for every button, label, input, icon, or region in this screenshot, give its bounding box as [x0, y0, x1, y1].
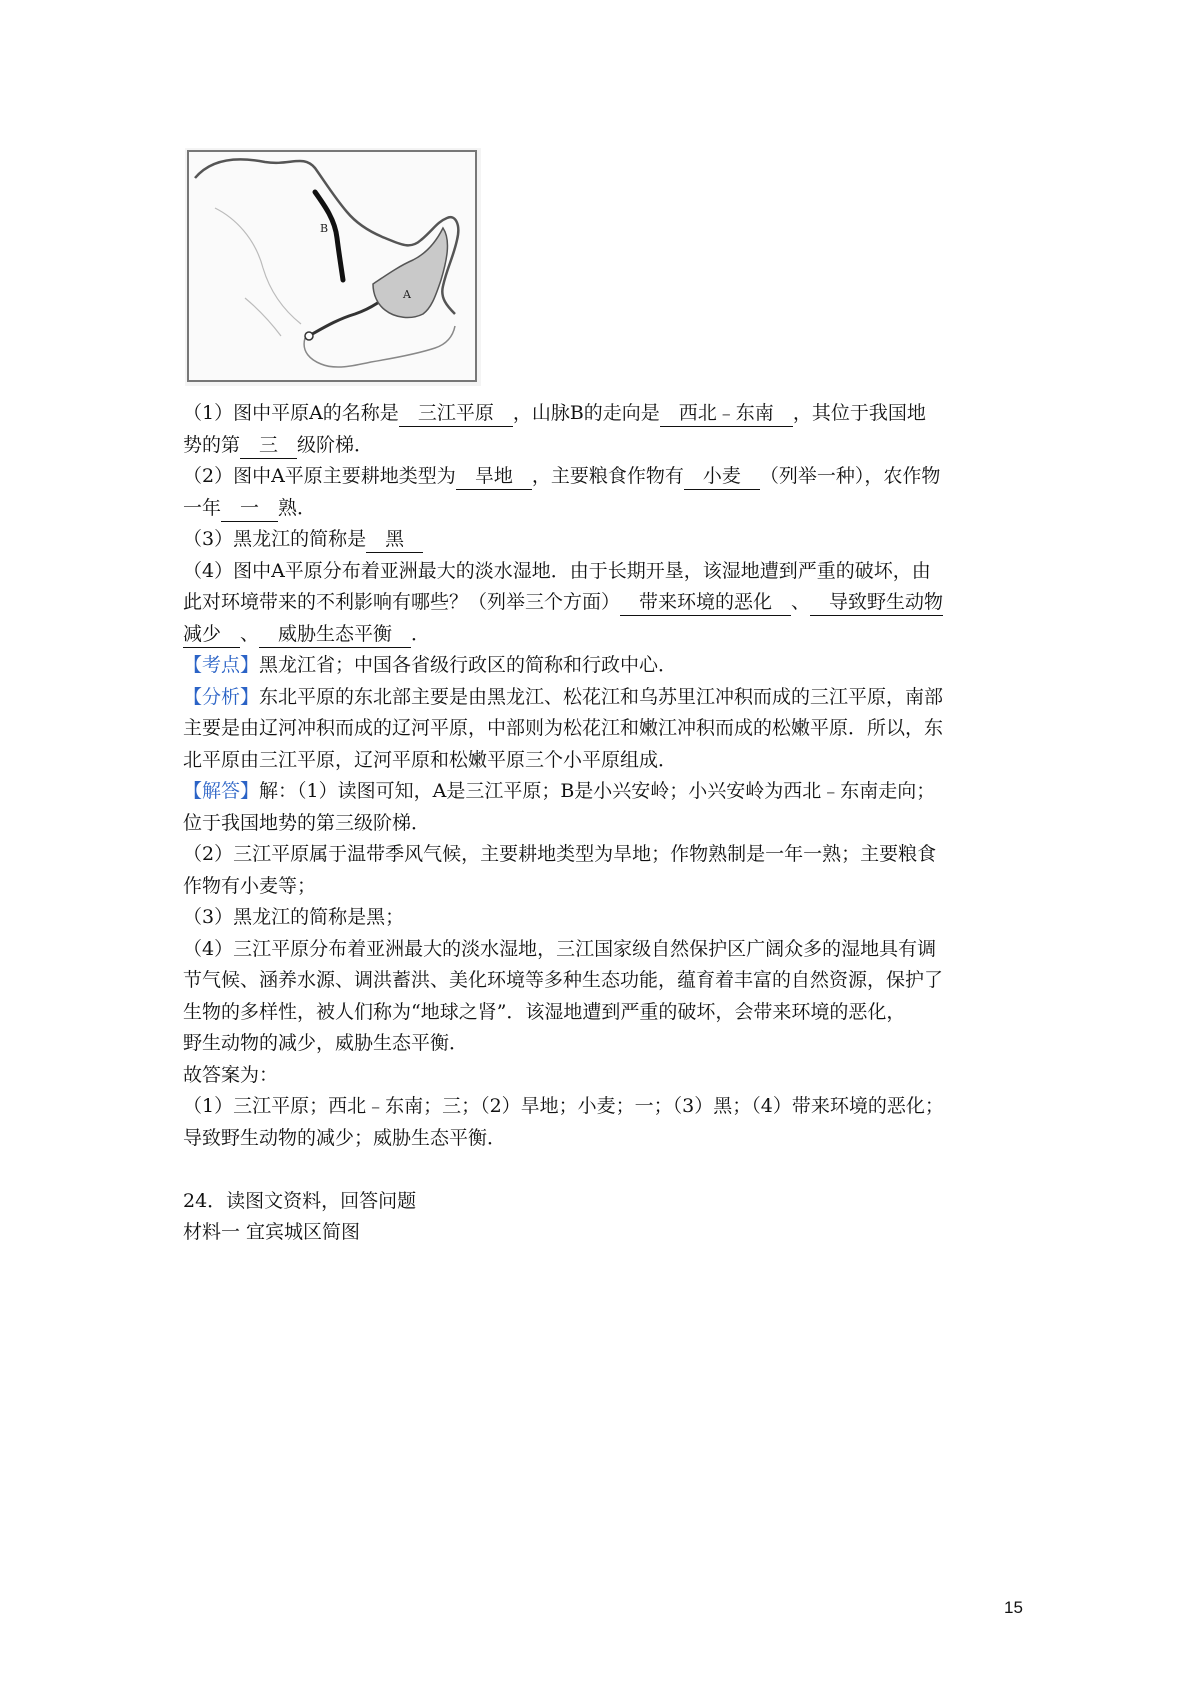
q2-line-2: 一年 一 熟．: [183, 493, 1033, 525]
page-number: 15: [1004, 1598, 1023, 1617]
q1-line-2: 势的第 三 级阶梯．: [183, 430, 1033, 462]
q1-answer-1: 三江平原: [399, 400, 513, 427]
jieda-line-10: 故答案为：: [183, 1063, 279, 1086]
jieda-line-4: 作物有小麦等；: [183, 874, 317, 897]
kaodian-tag: 【考点】: [183, 654, 260, 676]
q4-line-3: 减少 、 威胁生态平衡 ．: [183, 619, 1033, 651]
q1-answer-2: 西北﹣东南: [660, 400, 793, 427]
fenxi-line-3: 北平原由三江平原，辽河平原和松嫩平原三个小平原组成．: [183, 748, 678, 771]
jieda-line-8: 生物的多样性，被人们称为“地球之肾”．该湿地遭到严重的破坏，会带来环境的恶化，: [183, 1000, 906, 1023]
jieda-line-9: 野生动物的减少，威胁生态平衡．: [183, 1032, 469, 1054]
jieda-line-1: 【解答】解：（1）读图可知，A是三江平原；B是小兴安岭；小兴安岭为西北﹣东南走向；: [183, 780, 936, 802]
spacer: [183, 1154, 1033, 1186]
q24-material: 材料一 宜宾城区简图: [183, 1221, 361, 1243]
q2-answer-3: 一: [221, 495, 278, 522]
q1-line-1: （1）图中平原A的名称是 三江平原 ，山脉B的走向是 西北﹣东南 ，其位于我国地: [183, 398, 1033, 430]
fenxi-tag: 【分析】: [183, 685, 260, 708]
jieda-line-7: 节气候、涵养水源、调洪蓄洪、美化环境等多种生态功能，蕴育着丰富的自然资源，保护了: [183, 969, 944, 991]
q4-answer-3: 威胁生态平衡: [259, 621, 411, 648]
map-label-b: B: [320, 222, 329, 235]
q2-answer-1: 旱地: [456, 463, 532, 490]
jieda-line-2: 位于我国地势的第三级阶梯．: [183, 811, 431, 834]
jieda-line-3: （2）三江平原属于温带季风气候，主要耕地类型为旱地；作物熟制是一年一熟；主要粮食: [183, 843, 937, 865]
fenxi-line-1: 【分析】东北平原的东北部主要是由黑龙江、松花江和乌苏里江冲积而成的三江平原，南部: [183, 685, 944, 708]
jieda-line-11: （1）三江平原；西北﹣东南；三；（2）旱地；小麦；一；（3）黑；（4）带来环境的恶化；: [183, 1095, 944, 1117]
q4-answer-1: 带来环境的恶化: [620, 589, 791, 616]
jieda-line-12: 导致野生动物的减少；威胁生态平衡．: [183, 1126, 507, 1149]
fenxi-line-2: 主要是由辽河冲积而成的辽河平原，中部则为松花江和嫩江冲积而成的松嫩平原．所以，东: [183, 717, 944, 739]
q24-title: 24．读图文资料，回答问题: [183, 1189, 417, 1212]
q4-line-2: 此对环境带来的不利影响有哪些？（列举三个方面） 带来环境的恶化 、 导致野生动物: [183, 587, 1033, 619]
sanjiang-plain-map: [185, 148, 481, 386]
q3-answer-1: 黑: [366, 526, 423, 553]
q4-answer-2: 导致野生动物: [810, 589, 943, 616]
q4-answer-2-cont: 减少: [183, 621, 240, 648]
q1-answer-3: 三: [240, 432, 297, 459]
map-label-a: A: [403, 288, 411, 301]
q4-line-1: （4）图中A平原分布着亚洲最大的淡水湿地．由于长期开垦，该湿地遭到严重的破坏，由: [183, 559, 931, 582]
q3-line: （3）黑龙江的简称是 黑: [183, 524, 1033, 556]
q2-line-1: （2）图中A平原主要耕地类型为 旱地 ，主要粮食作物有 小麦 （列举一种），农作物: [183, 461, 1033, 493]
answer-body: [183, 398, 1033, 1249]
jieda-tag: 【解答】: [183, 780, 260, 802]
q2-answer-2: 小麦: [684, 463, 760, 490]
kaodian-line: 【考点】黑龙江省；中国各省级行政区的简称和行政中心．: [183, 654, 678, 676]
jieda-line-5: （3）黑龙江的简称是黑；: [183, 906, 405, 928]
jieda-line-6: （4）三江平原分布着亚洲最大的淡水湿地，三江国家级自然保护区广阔众多的湿地具有调: [183, 937, 937, 960]
